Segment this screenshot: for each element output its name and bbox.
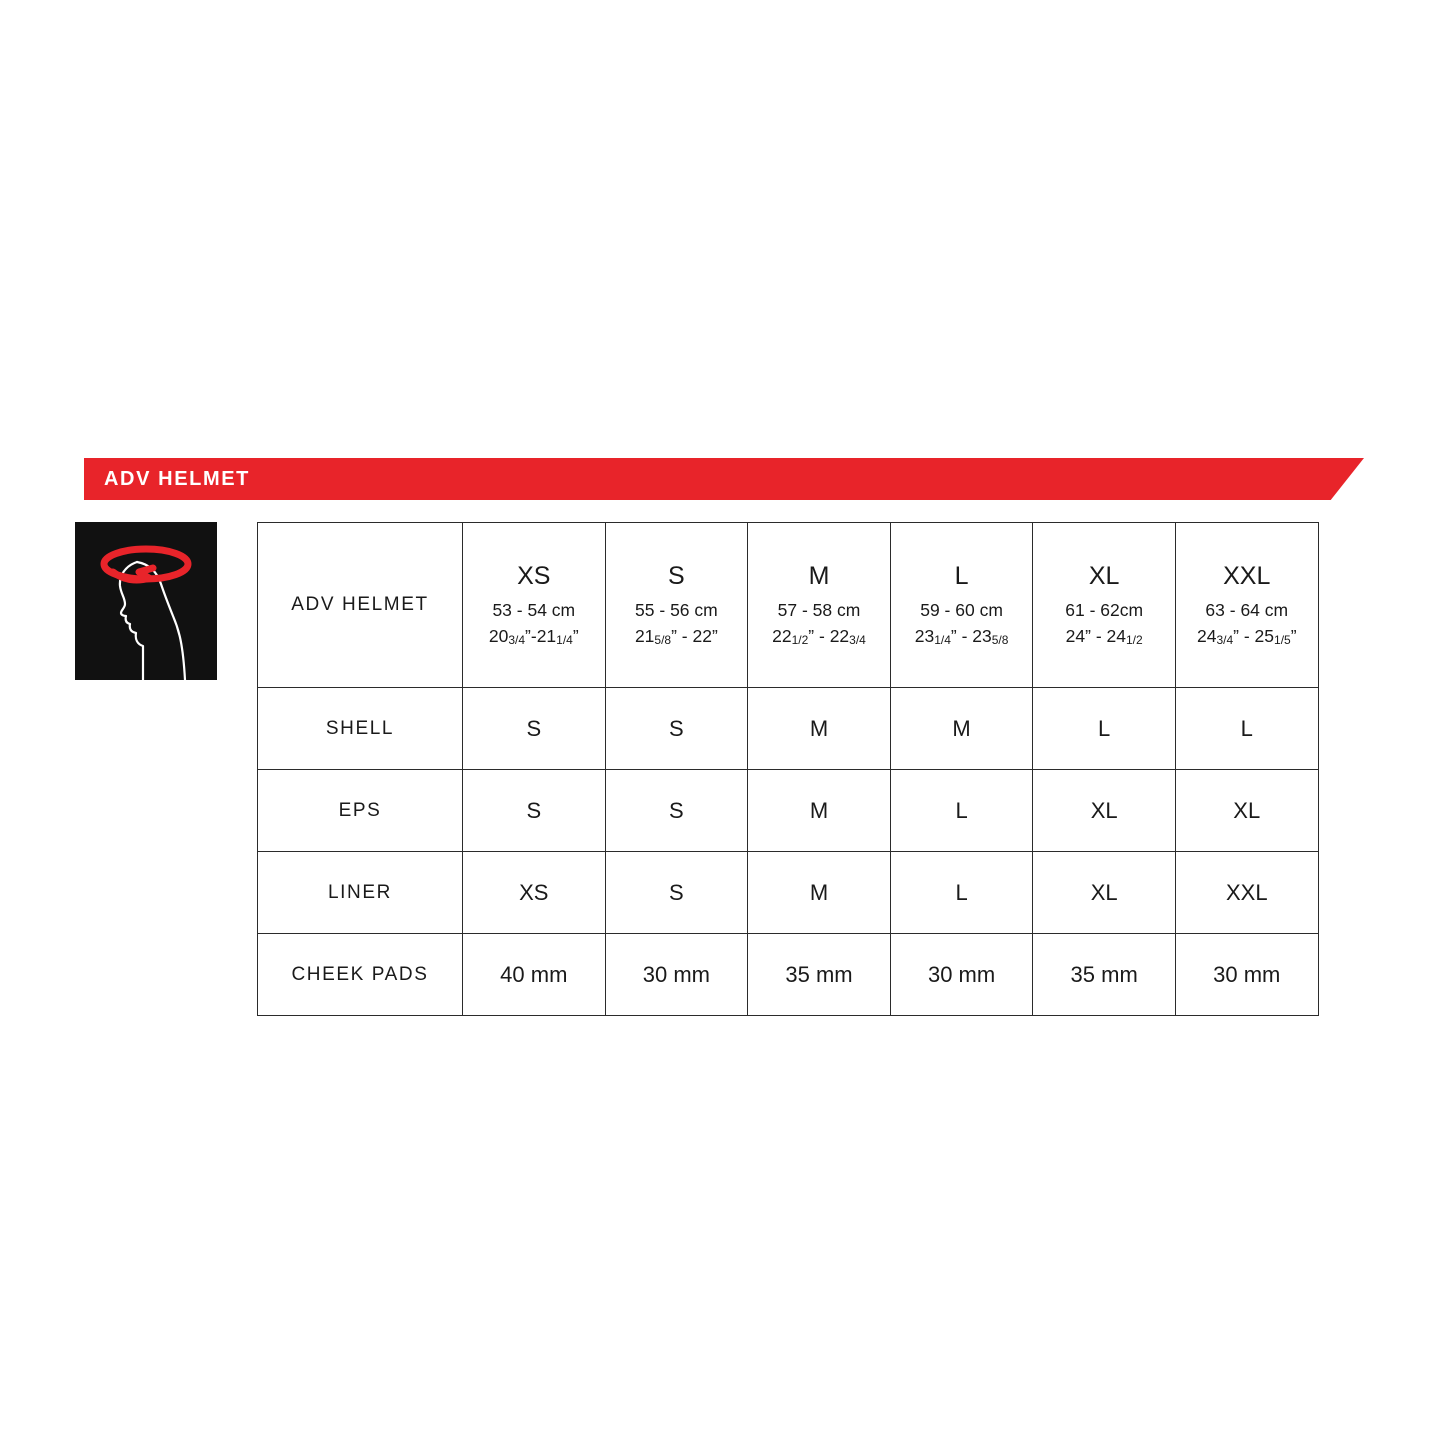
table-row-header (258, 523, 1319, 688)
cell-eps-xs: S (463, 770, 606, 852)
size-column-s (605, 523, 748, 688)
table-row (258, 770, 1319, 852)
table-row (258, 688, 1319, 770)
size-table-wrap (257, 522, 1297, 1016)
cell-eps-l: L (890, 770, 1033, 852)
size-cm: 57 - 58 cm (777, 600, 861, 621)
size-cm: 55 - 56 cm (635, 600, 718, 621)
cell-eps-xxl: XL (1175, 770, 1318, 852)
size-cm: 61 - 62cm (1065, 600, 1144, 621)
cell-shell-xs: S (463, 688, 606, 770)
cell-liner-l: L (890, 852, 1033, 934)
head-measure-icon (75, 522, 217, 680)
cell-shell-xxl: L (1175, 688, 1318, 770)
cell-eps-s: S (605, 770, 748, 852)
table-row (258, 852, 1319, 934)
cell-shell-s: S (605, 688, 748, 770)
cell-liner-xxl: XXL (1175, 852, 1318, 934)
cell-liner-xs: XS (463, 852, 606, 934)
row-label-eps: EPS (258, 770, 463, 852)
size-in: 221/2” - 223/4 (772, 626, 866, 648)
size-cm: 53 - 54 cm (492, 600, 576, 621)
size-column-xxl (1175, 523, 1318, 688)
size-name: L (954, 562, 969, 591)
size-in: 203/4”-211/4” (488, 626, 579, 648)
size-column-m (748, 523, 891, 688)
size-column-xs (463, 523, 606, 688)
cell-cheek-xs: 40 mm (463, 934, 606, 1016)
size-name: XS (517, 562, 551, 591)
size-column-xl (1033, 523, 1176, 688)
size-name: XXL (1223, 562, 1271, 591)
size-in: 231/4” - 235/8 (914, 626, 1009, 648)
cell-eps-m: M (748, 770, 891, 852)
cell-cheek-l: 30 mm (890, 934, 1033, 1016)
cell-cheek-xxl: 30 mm (1175, 934, 1318, 1016)
cell-shell-l: M (890, 688, 1033, 770)
banner-title: ADV HELMET (104, 468, 250, 490)
cell-eps-xl: XL (1033, 770, 1176, 852)
size-name: S (668, 562, 685, 591)
size-cm: 59 - 60 cm (920, 600, 1003, 621)
size-name: M (808, 562, 830, 591)
size-table (257, 522, 1319, 1016)
row-label-liner: LINER (258, 852, 463, 934)
size-in: 243/4” - 251/5” (1196, 626, 1297, 648)
row-label-adv-helmet: ADV HELMET (258, 523, 463, 688)
size-name: XL (1088, 562, 1120, 591)
banner-shape (84, 458, 1364, 500)
cell-shell-xl: L (1033, 688, 1176, 770)
cell-liner-m: M (748, 852, 891, 934)
cell-liner-s: S (605, 852, 748, 934)
cell-cheek-xl: 35 mm (1033, 934, 1176, 1016)
row-label-shell: SHELL (258, 688, 463, 770)
size-column-l (890, 523, 1033, 688)
cell-cheek-m: 35 mm (748, 934, 891, 1016)
row-label-cheek-pads: CHEEK PADS (258, 934, 463, 1016)
table-row (258, 934, 1319, 1016)
banner (84, 458, 1364, 500)
size-in: 215/8” - 22” (634, 626, 718, 648)
size-in: 24” - 241/2 (1065, 626, 1143, 648)
cell-liner-xl: XL (1033, 852, 1176, 934)
cell-cheek-s: 30 mm (605, 934, 748, 1016)
cell-shell-m: M (748, 688, 891, 770)
size-cm: 63 - 64 cm (1205, 600, 1289, 621)
